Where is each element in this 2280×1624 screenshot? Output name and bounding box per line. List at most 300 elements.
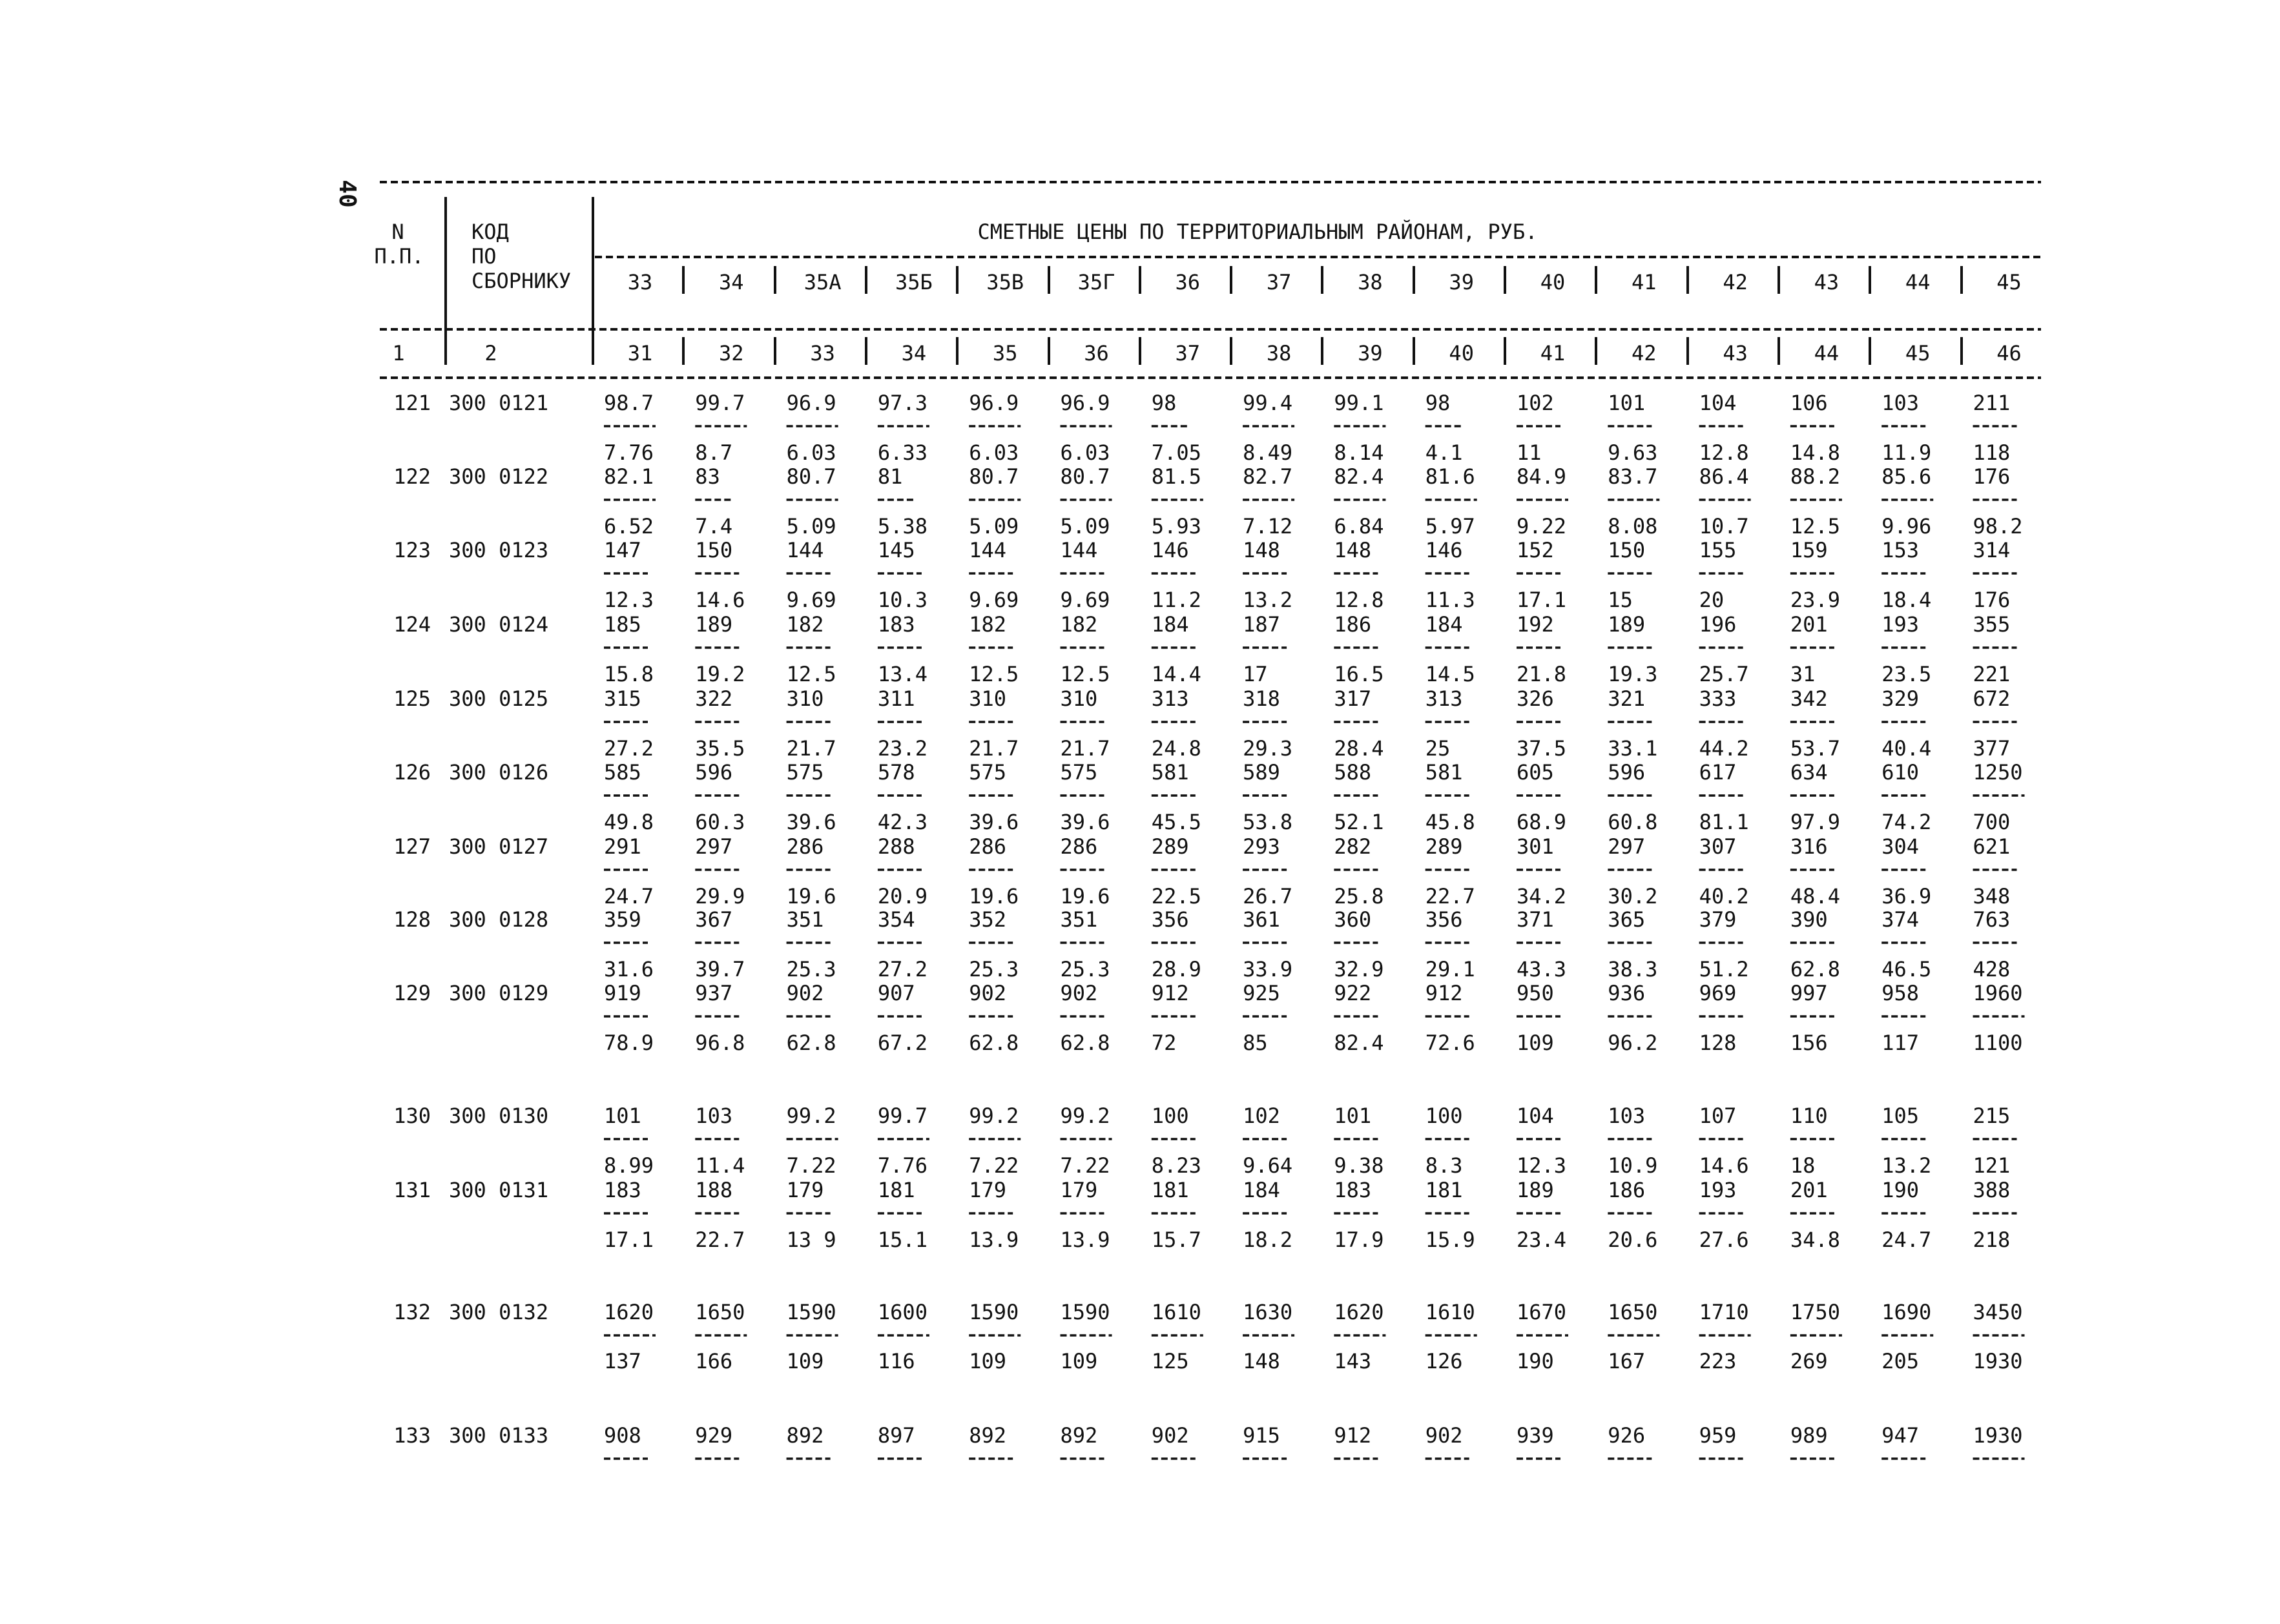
price-value: 80.7 (786, 464, 836, 489)
row-number: 133 (393, 1423, 431, 1448)
header-code-label: КОД (472, 220, 509, 244)
price-value: 634 (1790, 760, 1828, 785)
price-value: 106 (1790, 391, 1828, 415)
price-value: 159 (1790, 538, 1828, 562)
price-value: 293 (1243, 834, 1280, 859)
price-value: 39.7 (695, 957, 745, 982)
price-value: 311 (877, 686, 915, 711)
price-value: 610 (1881, 760, 1919, 785)
price-value: 40.2 (1699, 884, 1749, 909)
table-row (393, 538, 2016, 573)
price-value: 62.8 (786, 1031, 836, 1055)
table-row-continuation (604, 1228, 2010, 1252)
price-value: 282 (1334, 834, 1372, 859)
price-value: 143 (1334, 1349, 1372, 1373)
price-value: 15.1 (877, 1228, 928, 1252)
price-value: 188 (695, 1178, 733, 1202)
table-row-continuation (604, 588, 2010, 612)
table-row-continuation (604, 1031, 2023, 1055)
table-row-continuation (604, 440, 2010, 465)
price-value: 313 (1425, 686, 1463, 711)
price-value: 289 (1151, 834, 1189, 859)
price-value: 121 (1973, 1153, 2011, 1178)
price-value: 304 (1881, 834, 1919, 859)
district-label: 44 (1905, 270, 1931, 294)
price-value: 8.99 (604, 1153, 654, 1178)
price-value: 997 (1790, 981, 1828, 1005)
price-value: 9.64 (1243, 1153, 1293, 1178)
price-value: 902 (1151, 1423, 1189, 1448)
table-row (393, 834, 2016, 870)
price-value: 13.9 (969, 1228, 1019, 1252)
price-value: 1600 (877, 1300, 928, 1324)
price-value: 67.2 (877, 1031, 928, 1055)
price-value: 10.7 (1699, 514, 1749, 539)
price-value: 6.33 (877, 440, 928, 465)
header-n-label: N (391, 220, 404, 244)
price-value: 147 (604, 538, 641, 562)
price-value: 307 (1699, 834, 1737, 859)
price-value: 575 (969, 760, 1006, 785)
price-value: 81.1 (1699, 810, 1749, 834)
price-value: 96.8 (695, 1031, 745, 1055)
price-value: 150 (695, 538, 733, 562)
price-value: 575 (786, 760, 824, 785)
price-value: 12.5 (1790, 514, 1840, 539)
price-value: 7.76 (604, 440, 654, 465)
price-value: 85 (1243, 1031, 1268, 1055)
price-value: 939 (1517, 1423, 1554, 1448)
price-value: 72 (1151, 1031, 1177, 1055)
price-value: 585 (604, 760, 641, 785)
price-value: 98.7 (604, 391, 654, 415)
price-value: 1590 (969, 1300, 1019, 1324)
price-value: 189 (1608, 612, 1646, 637)
price-value: 21.8 (1517, 662, 1567, 686)
table-row (393, 686, 2016, 722)
column-number: 35 (992, 341, 1018, 365)
price-value: 12.3 (1517, 1153, 1567, 1178)
price-value: 176 (1973, 464, 2011, 489)
price-value: 371 (1517, 907, 1554, 932)
price-value: 8.49 (1243, 440, 1293, 465)
price-value: 14.8 (1790, 440, 1840, 465)
column-number: 43 (1723, 341, 1748, 365)
price-value: 1930 (1973, 1349, 2023, 1373)
price-value: 150 (1608, 538, 1646, 562)
price-value: 18.2 (1243, 1228, 1293, 1252)
price-value: 907 (877, 981, 915, 1005)
price-value: 22.7 (1425, 884, 1475, 909)
price-value: 100 (1425, 1104, 1463, 1128)
price-value: 578 (877, 760, 915, 785)
price-value: 1630 (1243, 1300, 1293, 1324)
price-value: 100 (1151, 1104, 1189, 1128)
price-value: 15.7 (1151, 1228, 1201, 1252)
price-value: 99.2 (1060, 1104, 1110, 1128)
price-value: 152 (1517, 538, 1554, 562)
price-value: 37.5 (1517, 736, 1567, 761)
price-value: 183 (1334, 1178, 1372, 1202)
row-code: 300 0126 (449, 760, 549, 785)
price-value: 925 (1243, 981, 1280, 1005)
price-value: 99.7 (877, 1104, 928, 1128)
price-value: 897 (877, 1423, 915, 1448)
price-value: 13.4 (877, 662, 928, 686)
price-value: 7.12 (1243, 514, 1293, 539)
price-value: 621 (1973, 834, 2011, 859)
price-value: 19.6 (969, 884, 1019, 909)
price-value: 269 (1790, 1349, 1828, 1373)
price-value: 915 (1243, 1423, 1280, 1448)
price-value: 912 (1425, 981, 1463, 1005)
price-value: 97.3 (877, 391, 928, 415)
price-value: 13.2 (1243, 588, 1293, 612)
row-number: 131 (393, 1178, 431, 1202)
price-value: 9.69 (1060, 588, 1110, 612)
price-value: 176 (1973, 588, 2011, 612)
column-number: 31 (627, 341, 653, 365)
price-value: 21.7 (969, 736, 1019, 761)
price-value: 605 (1517, 760, 1554, 785)
price-value: 11.9 (1881, 440, 1932, 465)
price-value: 9.38 (1334, 1153, 1384, 1178)
price-value: 105 (1881, 1104, 1919, 1128)
price-value: 297 (1608, 834, 1646, 859)
header-pp-label: П.П. (374, 244, 424, 269)
price-value: 26.7 (1243, 884, 1293, 909)
price-value: 184 (1151, 612, 1189, 637)
price-value: 38.3 (1608, 957, 1658, 982)
district-label: 35А (803, 270, 842, 294)
price-value: 8.14 (1334, 440, 1384, 465)
price-value: 84.9 (1517, 464, 1567, 489)
price-value: 6.84 (1334, 514, 1384, 539)
price-value: 82.1 (604, 464, 654, 489)
price-value: 892 (786, 1423, 824, 1448)
table-row-continuation (604, 810, 2010, 834)
price-value: 179 (969, 1178, 1006, 1202)
price-value: 912 (1151, 981, 1189, 1005)
price-value: 82.7 (1243, 464, 1293, 489)
price-value: 83.7 (1608, 464, 1658, 489)
price-value: 356 (1151, 907, 1189, 932)
price-value: 12.5 (969, 662, 1019, 686)
price-value: 184 (1243, 1178, 1280, 1202)
price-value: 109 (969, 1349, 1006, 1373)
price-value: 29.9 (695, 884, 745, 909)
price-value: 20.6 (1608, 1228, 1658, 1252)
price-value: 187 (1243, 612, 1280, 637)
price-value: 356 (1425, 907, 1463, 932)
price-value: 85.6 (1881, 464, 1932, 489)
price-value: 4.1 (1425, 440, 1463, 465)
price-value: 1650 (1608, 1300, 1658, 1324)
price-value: 99.4 (1243, 391, 1293, 415)
price-value: 52.1 (1334, 810, 1384, 834)
price-value: 81.6 (1425, 464, 1475, 489)
price-value: 96.9 (969, 391, 1019, 415)
price-value: 99.1 (1334, 391, 1384, 415)
price-value: 39.6 (1060, 810, 1110, 834)
price-value: 182 (969, 612, 1006, 637)
price-value: 351 (786, 907, 824, 932)
price-value: 19.6 (1060, 884, 1110, 909)
price-value: 388 (1973, 1178, 2011, 1202)
price-value: 1960 (1973, 981, 2023, 1005)
price-value: 126 (1425, 1349, 1463, 1373)
column-number: 38 (1266, 341, 1292, 365)
table-row (393, 1300, 2024, 1335)
price-value: 5.97 (1425, 514, 1475, 539)
price-value: 315 (604, 686, 641, 711)
price-value: 1710 (1699, 1300, 1749, 1324)
price-value: 321 (1608, 686, 1646, 711)
price-value: 958 (1881, 981, 1919, 1005)
price-value: 922 (1334, 981, 1372, 1005)
price-value: 9.63 (1608, 440, 1658, 465)
price-value: 101 (604, 1104, 641, 1128)
price-value: 78.9 (604, 1031, 654, 1055)
row-code: 300 0129 (449, 981, 549, 1005)
price-value: 99.2 (786, 1104, 836, 1128)
table-row-continuation (604, 514, 2023, 539)
row-number: 127 (393, 834, 431, 859)
price-value: 17.9 (1334, 1228, 1384, 1252)
price-value: 190 (1517, 1349, 1554, 1373)
price-value: 1620 (604, 1300, 654, 1324)
price-value: 32.9 (1334, 957, 1384, 982)
price-value: 31.6 (604, 957, 654, 982)
table-row (393, 981, 2024, 1016)
row-code: 300 0121 (449, 391, 549, 415)
price-value: 109 (1060, 1349, 1098, 1373)
price-value: 16.5 (1334, 662, 1384, 686)
district-label: 35Г (1077, 270, 1115, 294)
row-number: 129 (393, 981, 431, 1005)
price-value: 902 (969, 981, 1006, 1005)
row-number: 121 (393, 391, 431, 415)
price-value: 215 (1973, 1104, 2011, 1128)
price-value: 25.8 (1334, 884, 1384, 909)
price-value: 51.2 (1699, 957, 1749, 982)
price-value: 118 (1973, 440, 2011, 465)
price-value: 359 (604, 907, 641, 932)
row-code: 300 0125 (449, 686, 549, 711)
price-value: 11.2 (1151, 588, 1201, 612)
price-value: 902 (1425, 1423, 1463, 1448)
price-value: 117 (1881, 1031, 1919, 1055)
price-value: 9.22 (1517, 514, 1567, 539)
price-value: 96.2 (1608, 1031, 1658, 1055)
price-value: 22.5 (1151, 884, 1201, 909)
price-value: 62.8 (1790, 957, 1840, 982)
price-value: 155 (1699, 538, 1737, 562)
district-label: 38 (1358, 270, 1383, 294)
price-value: 33.1 (1608, 736, 1658, 761)
row-code: 300 0128 (449, 907, 549, 932)
price-value: 148 (1243, 1349, 1280, 1373)
price-value: 360 (1334, 907, 1372, 932)
price-value: 28.9 (1151, 957, 1201, 982)
price-value: 12.5 (786, 662, 836, 686)
price-value: 9.69 (786, 588, 836, 612)
price-value: 1250 (1973, 760, 2023, 785)
header-code-label: ПО (472, 244, 497, 269)
price-value: 14.6 (1699, 1153, 1749, 1178)
district-label: 33 (627, 270, 653, 294)
district-label: 45 (1996, 270, 2022, 294)
price-value: 7.22 (969, 1153, 1019, 1178)
price-value: 205 (1881, 1349, 1919, 1373)
price-value: 98.2 (1973, 514, 2023, 539)
price-value: 937 (695, 981, 733, 1005)
price-value: 1590 (1060, 1300, 1110, 1324)
row-number: 126 (393, 760, 431, 785)
price-value: 5.09 (969, 514, 1019, 539)
price-value: 5.93 (1151, 514, 1201, 539)
price-value: 1610 (1151, 1300, 1201, 1324)
price-value: 8.08 (1608, 514, 1658, 539)
price-value: 374 (1881, 907, 1919, 932)
price-value: 15.8 (604, 662, 654, 686)
price-value: 14.4 (1151, 662, 1201, 686)
price-value: 318 (1243, 686, 1280, 711)
row-code: 300 0131 (449, 1178, 549, 1202)
row-number: 125 (393, 686, 431, 711)
price-value: 355 (1973, 612, 2011, 637)
column-number: 36 (1084, 341, 1109, 365)
price-value: 109 (786, 1349, 824, 1373)
price-value: 167 (1608, 1349, 1646, 1373)
row-number: 130 (393, 1104, 431, 1128)
column-number: 32 (719, 341, 744, 365)
price-value: 15 (1608, 588, 1633, 612)
price-value: 82.4 (1334, 464, 1384, 489)
price-value: 19.6 (786, 884, 836, 909)
column-number: 34 (901, 341, 927, 365)
price-value: 310 (1060, 686, 1098, 711)
price-value: 672 (1973, 686, 2011, 711)
price-value: 22.7 (695, 1228, 745, 1252)
price-value: 969 (1699, 981, 1737, 1005)
price-value: 352 (969, 907, 1006, 932)
price-value: 184 (1425, 612, 1463, 637)
price-value: 49.8 (604, 810, 654, 834)
price-value: 185 (604, 612, 641, 637)
price-value: 20 (1699, 588, 1725, 612)
price-value: 892 (969, 1423, 1006, 1448)
price-value: 13.2 (1881, 1153, 1932, 1178)
price-value: 60.8 (1608, 810, 1658, 834)
price-value: 959 (1699, 1423, 1737, 1448)
price-value: 193 (1699, 1178, 1737, 1202)
price-value: 23.5 (1881, 662, 1932, 686)
price-value: 190 (1881, 1178, 1919, 1202)
price-value: 13 9 (786, 1228, 836, 1252)
price-value: 62.8 (969, 1031, 1019, 1055)
row-number: 128 (393, 907, 431, 932)
price-value: 390 (1790, 907, 1828, 932)
row-number: 123 (393, 538, 431, 562)
price-value: 322 (695, 686, 733, 711)
price-value: 156 (1790, 1031, 1828, 1055)
price-value: 989 (1790, 1423, 1828, 1448)
price-value: 902 (786, 981, 824, 1005)
table-body (393, 391, 2024, 1459)
price-value: 27.6 (1699, 1228, 1749, 1252)
price-value: 74.2 (1881, 810, 1932, 834)
price-value: 107 (1699, 1104, 1737, 1128)
header-title: СМЕТНЫЕ ЦЕНЫ ПО ТЕРРИТОРИАЛЬНЫМ РАЙОНАМ, РУБ. (977, 220, 1538, 244)
price-value: 9.96 (1881, 514, 1932, 539)
price-value: 24.8 (1151, 736, 1201, 761)
price-value: 6.52 (604, 514, 654, 539)
price-value: 21.7 (786, 736, 836, 761)
price-value: 313 (1151, 686, 1189, 711)
price-value: 201 (1790, 612, 1828, 637)
price-value: 39.6 (786, 810, 836, 834)
price-value: 23.4 (1517, 1228, 1567, 1252)
column-number: 39 (1358, 341, 1383, 365)
price-value: 82.4 (1334, 1031, 1384, 1055)
column-number: 41 (1540, 341, 1566, 365)
price-value: 72.6 (1425, 1031, 1475, 1055)
price-value: 166 (695, 1349, 733, 1373)
price-value: 589 (1243, 760, 1280, 785)
price-value: 286 (786, 834, 824, 859)
price-value: 12.3 (604, 588, 654, 612)
district-label: 39 (1449, 270, 1474, 294)
price-value: 96.9 (786, 391, 836, 415)
price-value: 8.23 (1151, 1153, 1201, 1178)
price-value: 288 (877, 834, 915, 859)
price-value: 145 (877, 538, 915, 562)
price-value: 193 (1881, 612, 1919, 637)
column-number: 44 (1814, 341, 1840, 365)
price-value: 24.7 (1881, 1228, 1932, 1252)
row-code: 300 0122 (449, 464, 549, 489)
price-value: 144 (786, 538, 824, 562)
price-value: 104 (1699, 391, 1737, 415)
price-value: 19.3 (1608, 662, 1658, 686)
row-code: 300 0130 (449, 1104, 549, 1128)
table-row (393, 1178, 2016, 1213)
price-value: 28.4 (1334, 736, 1384, 761)
price-value: 103 (1608, 1104, 1646, 1128)
district-label: 37 (1266, 270, 1292, 294)
price-value: 297 (695, 834, 733, 859)
price-value: 33.9 (1243, 957, 1293, 982)
price-value: 45.8 (1425, 810, 1475, 834)
price-value: 301 (1517, 834, 1554, 859)
row-code: 300 0124 (449, 612, 549, 637)
price-value: 23.9 (1790, 588, 1840, 612)
price-value: 10.3 (877, 588, 928, 612)
price-value: 83 (695, 464, 720, 489)
price-value: 17.1 (1517, 588, 1567, 612)
price-value: 12.8 (1699, 440, 1749, 465)
price-value: 53.7 (1790, 736, 1840, 761)
table-row (393, 612, 2016, 648)
price-value: 354 (877, 907, 915, 932)
row-code: 300 0133 (449, 1423, 549, 1448)
price-value: 20.9 (877, 884, 928, 909)
price-value: 617 (1699, 760, 1737, 785)
price-value: 181 (1151, 1178, 1189, 1202)
table-row (393, 1104, 2016, 1139)
price-value: 181 (1425, 1178, 1463, 1202)
